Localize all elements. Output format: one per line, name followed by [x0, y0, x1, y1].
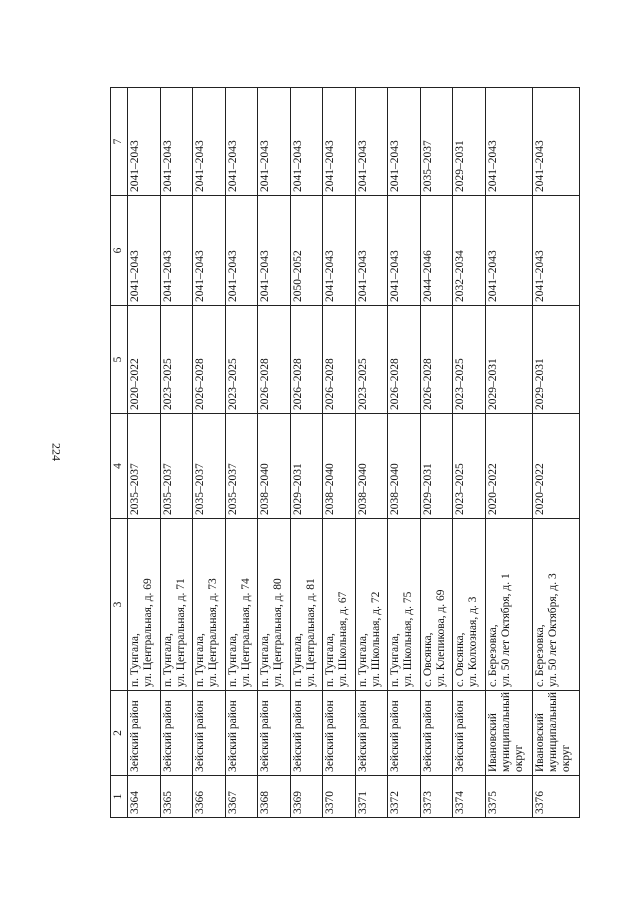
address-cell — [193, 519, 226, 691]
district-cell: Зейский район — [388, 691, 421, 776]
column-6-cell: 2044–2046 — [420, 196, 453, 306]
address-line-settlement: п. Тунгала, — [259, 633, 272, 687]
district-cell: Зейский район — [420, 691, 453, 776]
address-cell — [128, 519, 161, 691]
header-cell-7: 7 — [111, 88, 128, 196]
table-row — [258, 88, 291, 818]
column-7-cell: 2029–2031 — [453, 88, 486, 196]
address-line-settlement: п. Тунгала, — [324, 633, 337, 687]
address-cell — [290, 519, 323, 691]
column-5-cell: 2029–2031 — [532, 306, 579, 414]
address-line-settlement: п. Тунгала, — [226, 633, 239, 687]
row-number-cell: 3372 — [388, 776, 421, 818]
column-5-cell: 2023–2025 — [225, 306, 258, 414]
column-6-cell: 2041–2043 — [355, 196, 388, 306]
column-7-cell: 2041–2043 — [225, 88, 258, 196]
column-4-cell: 2038–2040 — [388, 414, 421, 519]
header-cell-5: 5 — [111, 306, 128, 414]
address-line-street: ул. Центральная, д. 74 — [239, 578, 252, 687]
column-4-cell: 2035–2037 — [225, 414, 258, 519]
row-number-cell: 3373 — [420, 776, 453, 818]
header-cell-1: 1 — [111, 776, 128, 818]
header-cell-3: 3 — [111, 519, 128, 691]
address-cell — [225, 519, 258, 691]
row-number-cell: 3374 — [453, 776, 486, 818]
table-row — [128, 88, 161, 818]
row-number-cell: 3375 — [485, 776, 532, 818]
column-6-cell: 2041–2043 — [258, 196, 291, 306]
address-line-street: ул. Клепикова, д. 69 — [434, 589, 447, 687]
table-body — [128, 88, 580, 818]
address-line-street: ул. Школьная, д. 75 — [402, 591, 415, 687]
header-cell-4: 4 — [111, 414, 128, 519]
address-cell — [453, 519, 486, 691]
row-number-cell: 3376 — [532, 776, 579, 818]
address-cell — [420, 519, 453, 691]
table-row — [532, 88, 579, 818]
district-cell: Зейский район — [290, 691, 323, 776]
schedule-table — [110, 87, 580, 818]
column-6-cell: 2041–2043 — [485, 196, 532, 306]
column-5-cell: 2026–2028 — [258, 306, 291, 414]
header-cell-2: 2 — [111, 691, 128, 776]
column-6-cell: 2041–2043 — [532, 196, 579, 306]
table-row — [225, 88, 258, 818]
column-6-cell: 2041–2043 — [193, 196, 226, 306]
column-4-cell: 2029–2031 — [420, 414, 453, 519]
district-cell: Ивановский муниципальный округ — [485, 691, 532, 776]
row-number-cell: 3365 — [160, 776, 193, 818]
column-5-cell: 2026–2028 — [388, 306, 421, 414]
page-number: 224 — [49, 443, 64, 461]
row-number-cell: 3367 — [225, 776, 258, 818]
header-row — [111, 88, 128, 818]
table-row — [453, 88, 486, 818]
column-4-cell: 2020–2022 — [485, 414, 532, 519]
district-cell: Зейский район — [225, 691, 258, 776]
address-line-street: ул. Центральная, д. 80 — [272, 578, 285, 687]
column-5-cell: 2023–2025 — [355, 306, 388, 414]
column-7-cell: 2041–2043 — [323, 88, 356, 196]
column-5-cell: 2026–2028 — [290, 306, 323, 414]
address-line-street: ул. 50 лет Октября, д. 1 — [499, 573, 512, 687]
address-line-street: ул. 50 лет Октября, д. 3 — [547, 573, 560, 687]
district-cell: Зейский район — [355, 691, 388, 776]
column-7-cell: 2041–2043 — [193, 88, 226, 196]
district-cell: Зейский район — [193, 691, 226, 776]
column-4-cell: 2038–2040 — [323, 414, 356, 519]
column-7-cell: 2041–2043 — [532, 88, 579, 196]
address-line-settlement: с. Березовка, — [486, 624, 499, 687]
column-4-cell: 2038–2040 — [258, 414, 291, 519]
district-cell: Зейский район — [160, 691, 193, 776]
address-line-settlement: п. Тунгала, — [194, 633, 207, 687]
address-cell — [258, 519, 291, 691]
address-cell — [355, 519, 388, 691]
address-line-settlement: с. Березовка, — [533, 624, 546, 687]
district-cell: Зейский район — [323, 691, 356, 776]
column-7-cell: 2041–2043 — [388, 88, 421, 196]
column-6-cell: 2041–2043 — [160, 196, 193, 306]
table-row — [485, 88, 532, 818]
column-5-cell: 2026–2028 — [420, 306, 453, 414]
address-line-street: ул. Школьная, д. 67 — [337, 591, 350, 687]
district-cell: Ивановский муниципальный округ — [532, 691, 579, 776]
rotated-table-frame — [110, 88, 580, 818]
table-container — [110, 88, 580, 818]
district-cell: Зейский район — [258, 691, 291, 776]
district-cell: Зейский район — [128, 691, 161, 776]
column-5-cell: 2023–2025 — [160, 306, 193, 414]
address-line-settlement: п. Тунгала, — [291, 633, 304, 687]
column-6-cell: 2041–2043 — [128, 196, 161, 306]
column-4-cell: 2029–2031 — [290, 414, 323, 519]
row-number-cell: 3366 — [193, 776, 226, 818]
column-5-cell: 2026–2028 — [323, 306, 356, 414]
column-5-cell: 2029–2031 — [485, 306, 532, 414]
column-4-cell: 2035–2037 — [160, 414, 193, 519]
table-row — [323, 88, 356, 818]
address-cell — [160, 519, 193, 691]
column-7-cell: 2035–2037 — [420, 88, 453, 196]
address-line-settlement: п. Тунгала, — [389, 633, 402, 687]
column-5-cell: 2023–2025 — [453, 306, 486, 414]
row-number-cell: 3369 — [290, 776, 323, 818]
row-number-cell: 3371 — [355, 776, 388, 818]
address-line-settlement: п. Тунгала, — [129, 633, 141, 687]
column-4-cell: 2035–2037 — [193, 414, 226, 519]
address-line-street: ул. Центральная, д. 81 — [304, 578, 317, 687]
address-line-settlement: п. Тунгала, — [161, 633, 174, 687]
address-line-settlement: п. Тунгала, — [356, 633, 369, 687]
table-row — [388, 88, 421, 818]
district-cell: Зейский район — [453, 691, 486, 776]
column-6-cell: 2041–2043 — [388, 196, 421, 306]
address-line-street: ул. Центральная, д. 69 — [142, 578, 155, 687]
column-4-cell: 2023–2025 — [453, 414, 486, 519]
column-7-cell: 2041–2043 — [128, 88, 161, 196]
table-row — [355, 88, 388, 818]
address-cell — [485, 519, 532, 691]
column-7-cell: 2041–2043 — [290, 88, 323, 196]
column-7-cell: 2041–2043 — [485, 88, 532, 196]
address-line-street: ул. Колхозная, д. 3 — [467, 596, 480, 687]
column-7-cell: 2041–2043 — [160, 88, 193, 196]
address-cell — [532, 519, 579, 691]
address-line-street: ул. Центральная, д. 71 — [174, 578, 187, 687]
column-4-cell: 2020–2022 — [532, 414, 579, 519]
column-6-cell: 2050–2052 — [290, 196, 323, 306]
address-cell — [323, 519, 356, 691]
address-line-street: ул. Школьная, д. 72 — [369, 591, 382, 687]
table-row — [420, 88, 453, 818]
row-number-cell: 3370 — [323, 776, 356, 818]
column-5-cell: 2026–2028 — [193, 306, 226, 414]
column-5-cell: 2020–2022 — [128, 306, 161, 414]
table-row — [160, 88, 193, 818]
column-6-cell: 2032–2034 — [453, 196, 486, 306]
column-4-cell: 2038–2040 — [355, 414, 388, 519]
address-line-settlement: с. Овсянка, — [454, 632, 467, 687]
column-6-cell: 2041–2043 — [225, 196, 258, 306]
column-7-cell: 2041–2043 — [355, 88, 388, 196]
address-cell — [388, 519, 421, 691]
column-6-cell: 2041–2043 — [323, 196, 356, 306]
row-number-cell: 3364 — [128, 776, 161, 818]
address-line-settlement: с. Овсянка, — [421, 632, 434, 687]
address-line-street: ул. Центральная, д. 73 — [207, 578, 220, 687]
table-row — [193, 88, 226, 818]
column-7-cell: 2041–2043 — [258, 88, 291, 196]
column-4-cell: 2035–2037 — [128, 414, 161, 519]
row-number-cell: 3368 — [258, 776, 291, 818]
header-cell-6: 6 — [111, 196, 128, 306]
table-row — [290, 88, 323, 818]
